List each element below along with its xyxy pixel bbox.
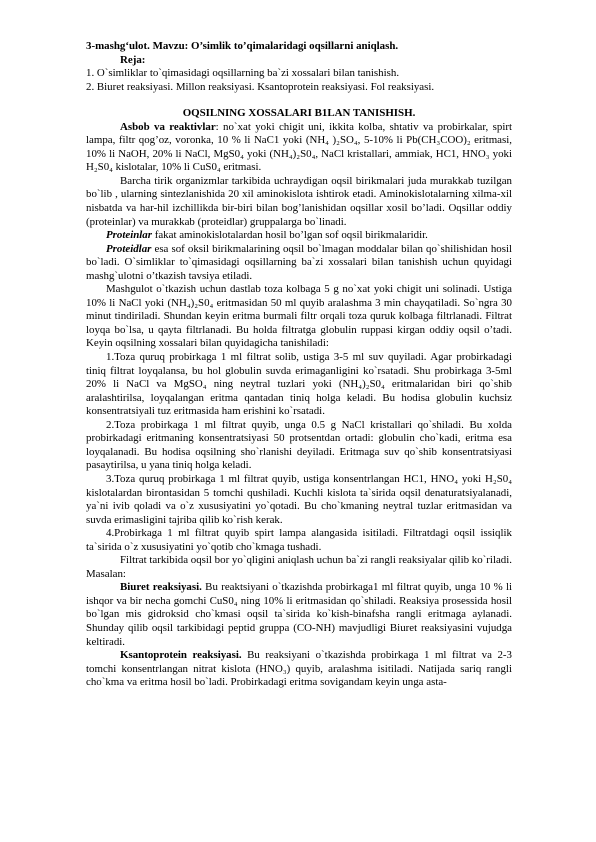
plan-item-1: 1. O`simliklar to`qimasidagi oqsillarning ba`zi xossalari bilan tanishish.	[86, 67, 400, 80]
paragraph-biuret: Biuret reaksiyasi. Bu reaktsiyani o`tkazishda probirkaga1 ml filtrat quyib, unga 10 % li ishqor va bir necha gomchi CuS0₄ ning 10% li eritmasidan qo`shiladi. Reaksiya prosessida hosil bo`lgan mis gidroksid cho`kmasi oqsil ta`sirida ko`kish-binafsha rangli eritmaga aylanadi. Shunday qilib oqsil tarkibidagi peptid gruppa (CO-NH) mavjudligi Biuret reaksiyasini vujudga keltiradi.	[86, 581, 513, 648]
paragraph-color-reactions: Filtrat tarkibida oqsil bor yo`qligini aniqlash uchun ba`zi rangli reaksiyalar qilib ko`riladi. Masalan:	[86, 554, 512, 580]
lesson-topic: . Mavzu: O’simlik to’qimalaridagi oqsillarni aniqlash.	[147, 40, 399, 52]
spacer	[86, 94, 512, 107]
section-heading: OQSILNING XOSSALARI B1LAN TANISHISH.	[182, 107, 416, 120]
paragraph-ksantoprotein: Ksantoprotein reaksiyasi. Bu reaksiyani o`tkazishda probirkaga 1 ml filtrat va 2-3 tomchi konsentrlangan nitrat kislota (HNO₃) quyib, aralashma isitiladi. Natijada sariq rangli cho`kma va eritma hosil bo`ladi. Probirkadagi eritma sovigandam keyin unga asta-	[86, 649, 512, 689]
paragraph-proteinlar: Proteinlar fakat aminokislotalardan hosil bo’lgan sof oqsil birikmalaridir.	[106, 229, 428, 242]
paragraph-proteidlar: Proteidlar esa sof oksil birikmalarining oqsil bo`lmagan moddalar bilan qo`shilishidan hosil bo`ladi. O`simliklar to`qimasidagi oqsillarning ba`zi xossalari bilan tanishish uchun quyidagi mashg`ulotni o’tkazish tavsiya etiladi.	[86, 242, 512, 282]
paragraph-procedure: Mashgulot o`tkazish uchun dastlab toza kolbaga 5 g no`xat yoki chigit uni solinadi. Ustiga 10% li NaCl yoki (NH₄)₂S0₄ eritmasidan 50 ml quyib aralashma 3 min chayqatiladi. So`ngra 30 minut tindiriladi. Shundan keyin eritma burmali filtr orqali toza quruk kolbaga filtrlanadi. Filtrat loyqa bo`lsa, u qayta filtrlanadi. Bu holda filtratga globulin ruppasi kirgan oddiy oqsil o’tadi. Keyin oqsilning xossalari bilan quyidagicha tanishiladi:	[86, 283, 512, 350]
paragraph-organisms: Barcha tirik organizmlar tarkibida uchraydigan oqsil birikmalari juda murakkab tuzilgan bo`lib , ularning sintezlanishida 20 xil aminokislota ishtirok etadi. Aminokislotalarning xilma-xil nisbatda va har-hil izchillikda bir-biri bilan bog’lanishidan oqsillar xosil bo’ladi. Oqsillar oddiy (proteinlar) va murakkab (proteidlar) gruppalarga bo`linadi.	[86, 174, 512, 228]
paragraph-step-1: 1.Toza quruq probirkaga 1 ml filtrat solib, ustiga 3-5 ml suv quyiladi. Agar probirkadagi tiniq filtrat loyqalansa, bu hol globulin suvda erimaganligini ko`rsatadi. Shu probirkaga 3-5ml 20% li NaCl va MgSO₄ ning neytral tuzlari yoki (NH₄)₂S0₄ eritmalaridan biri qo`shib aralashtirilsa, loyqalangan eritma qantadan tiniq holga keladi. Bu hodisa globulin kuchsiz konsentratsiyali tuz eritmasida ham erishini ko`rsatadi.	[86, 351, 512, 418]
lesson-number: 3-mashg‘ulot	[86, 40, 148, 52]
paragraph-step-4: 4.Probirkaga 1 ml filtrat quyib spirt lampa alangasida isitiladi. Filtratdagi oqsil issiqlik ta`sirida o`z xususiyatini yo`qotib cho`kmaga tushadi.	[86, 527, 512, 553]
paragraph-equipment: Asbob va reaktivlar: no`xat yoki chigit uni, ikkita kolba, shtativ va probirkalar, spirt lampa, filtr qog’oz, voronka, 10 % li NaC1 yoki (NH₄ )₂SO₄, 5-10% li Pb(CH₃COO)₂ eritmasi, 10% li NaOH, 20% li NaCl, MgS0₄ yoki (NH₄)₂S0₄, NaCl kristallari, ammiak, HC1, HNO₃ yoki H₂S0₄ kislotalar, 10% li CuS0₄ eritmasi.	[86, 120, 512, 174]
lesson-title	[86, 40, 512, 54]
paragraph-step-2: 2.Toza probirkaga 1 ml filtrat quyib, unga 0.5 g NaCl kristallari qo`shiladi. Bu xolda probirkadagi eritmaning konsentratsiyasi 50 protsentdan ortadi: globulin cho`kadi, eritma esa loyqalanadi. Bu hodisa oqsilning sho`rlanishi deyiladi. Eritmaga suv qo`shib konsentratsiyasi pasaytirilsa, u yana tiniq holga keladi.	[86, 418, 512, 472]
plan-item-2: 2. Biuret reaksiyasi. Millon reaksiyasi. Ksantoprotein reaksiyasi. Fol reaksiyasi.	[86, 80, 435, 93]
document-page	[86, 40, 512, 690]
plan-heading: Reja:	[120, 53, 146, 66]
paragraph-step-3: 3.Toza quruq probirkaga 1 ml filtrat quyib, ustiga konsentrlangan HC1, HNO₄ yoki H₂S0₄ kislotalardan birontasidan 5 tomchi qushiladi. Kuchli kislota ta`sirida oqsil denaturatsiyalanadi, ya`ni ivib qoladi va o`z xususiyatini yo`qotadi. Bu cho`kmaning neytral tuzlar eritmasidan va suvda erimasligini tajriba qilib ko`rish kerak.	[86, 472, 512, 526]
